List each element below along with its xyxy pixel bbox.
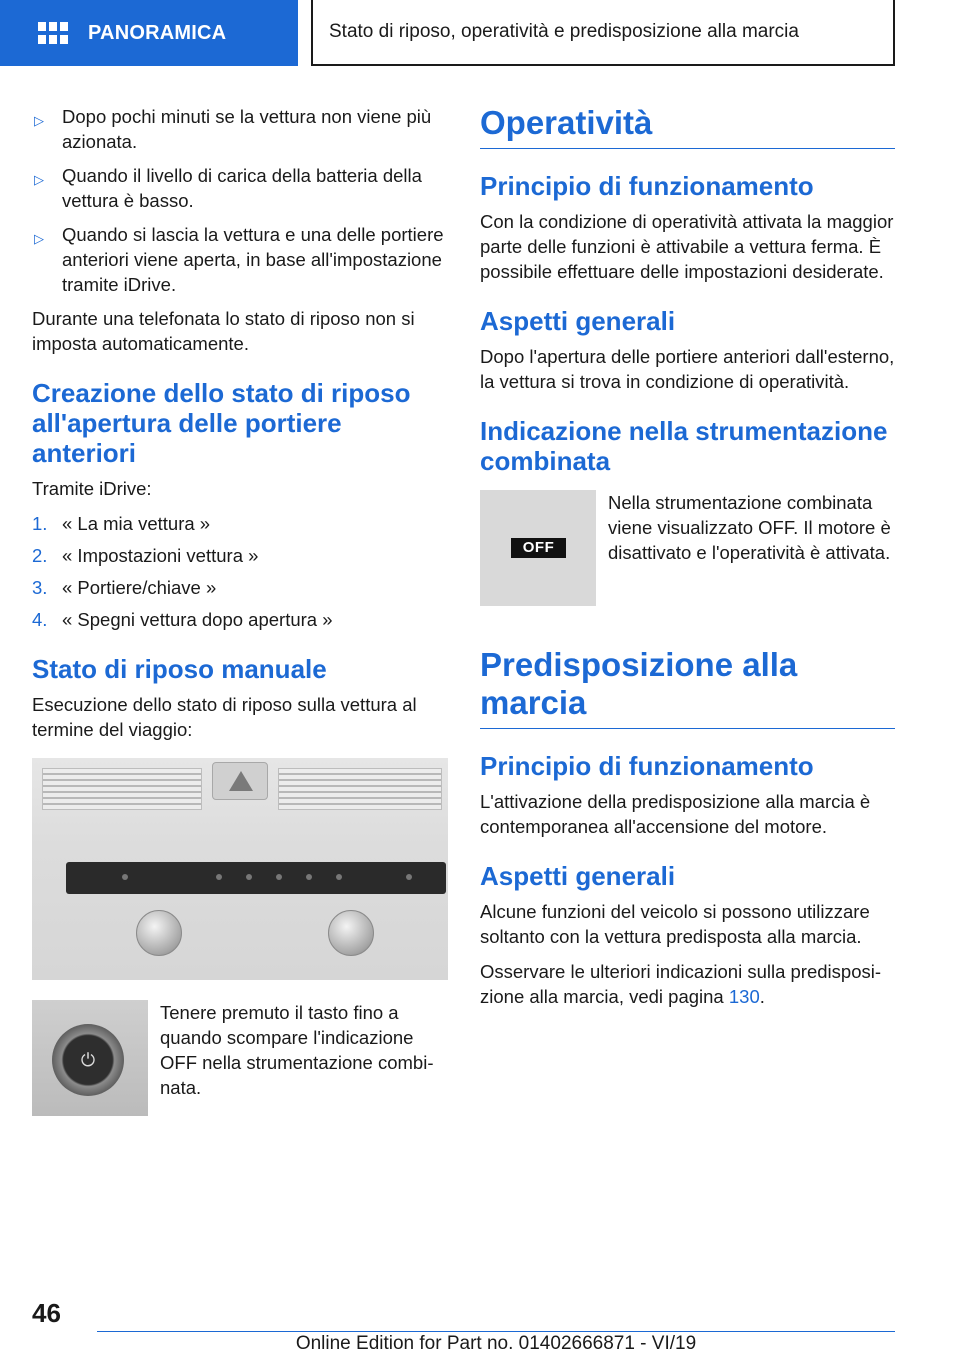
- heading-predisposizione: Predisposizione alla marcia: [480, 646, 895, 729]
- figure-row: [32, 1000, 448, 1116]
- paragraph: Dopo l'apertura delle portiere anteriori dall'esterno, la vettura si trova in condizione di operatività.: [480, 346, 895, 392]
- list-item: 2. « Impostazioni vettura »: [32, 545, 259, 566]
- paragraph: L'attivazione della predisposizione alla marcia è contemporanea all'accensione del motore.: [480, 791, 871, 837]
- volume-knob: [136, 910, 182, 956]
- off-indicator-image: [480, 490, 596, 606]
- climate-knob: [328, 910, 374, 956]
- page-number: 46: [32, 1298, 61, 1328]
- list-item: ▷ Quando si lascia la vettura e una delle portiere anteriori viene aperta, in base all'impostazione tramite iDrive.: [34, 224, 444, 295]
- air-vent: [42, 768, 202, 810]
- page-header: [0, 0, 960, 66]
- list-item: ▷ Dopo pochi minuti se la vettura non viene più azionata.: [34, 106, 432, 152]
- air-vent: [278, 768, 442, 810]
- heading-principio: Principio di funzionamento: [480, 171, 814, 201]
- list-item: 3. « Portiere/chiave »: [32, 577, 217, 598]
- power-button-photo: [32, 1000, 148, 1116]
- edition-footer: Online Edition for Part no. 01402666871 - VI/19: [295, 1333, 697, 1354]
- paragraph: Esecuzione dello stato di riposo sulla vettura al termine del viaggio:: [32, 694, 417, 740]
- chapter-title: Stato di riposo, operatività e predisposizione alla marcia: [329, 21, 799, 42]
- overview-tab-label: PANORAMICA: [88, 21, 227, 44]
- paragraph: Tramite iDrive:: [32, 478, 152, 499]
- figure-caption: Nella strumentazione combinata viene visualizzato OFF. Il motore è disattivato e l'operatività è attivata.: [608, 492, 891, 563]
- triangle-bullet-icon: ▷: [34, 113, 44, 128]
- paragraph: Alcune funzioni del veicolo si possono utilizzare soltanto con la vettura predisposta alla marcia.: [480, 901, 870, 947]
- heading-aspetti: Aspetti generali: [480, 306, 676, 336]
- grid-icon: [38, 22, 68, 44]
- triangle-bullet-icon: ▷: [34, 231, 44, 246]
- heading-indicazione: Indicazione nella strumentazione combinata: [480, 416, 888, 476]
- hazard-button: [212, 762, 268, 800]
- list-item: 1. « La mia vettura »: [32, 513, 211, 534]
- heading-operativita: Operatività: [480, 104, 895, 149]
- heading-manuale: Stato di riposo manuale: [32, 654, 327, 684]
- off-indicator: OFF: [511, 538, 566, 558]
- page-link[interactable]: 130: [728, 986, 760, 1007]
- chapter-title-box: [311, 0, 895, 66]
- list-item: 4. « Spegni vettura dopo apertura »: [32, 609, 333, 630]
- radio-panel: [66, 862, 446, 894]
- left-column: [32, 104, 448, 1116]
- power-icon: ⏻: [80, 1050, 96, 1070]
- heading-principio: Principio di funzionamento: [480, 751, 814, 781]
- heading-creazione: Creazione dello stato di riposo all'apertura delle portiere anteriori: [32, 378, 411, 468]
- list-item: ▷ Quando il livello di carica della batteria della vettura è basso.: [34, 165, 422, 211]
- figure-row: [480, 490, 895, 606]
- right-column: [480, 104, 895, 1019]
- triangle-bullet-icon: ▷: [34, 172, 44, 187]
- footer-divider: [97, 1331, 895, 1332]
- figure-caption: Tenere premuto il tasto fino a quando scompare l'indicazione OFF nella strumentazione combinata.: [160, 1002, 434, 1098]
- paragraph: Durante una telefonata lo stato di riposo non si imposta automaticamente.: [32, 308, 415, 354]
- dashboard-photo: [32, 758, 448, 980]
- heading-aspetti: Aspetti generali: [480, 861, 676, 891]
- overview-tab[interactable]: [0, 0, 298, 66]
- paragraph: Con la condizione di operatività attivata la maggior parte delle funzioni è attivabile a vettura ferma. È possibile effettuare delle impostazioni desiderate.: [480, 211, 894, 282]
- paragraph: Osservare le ulteriori indicazioni sulla predisposizione alla marcia, vedi pagina 130.: [480, 961, 882, 1007]
